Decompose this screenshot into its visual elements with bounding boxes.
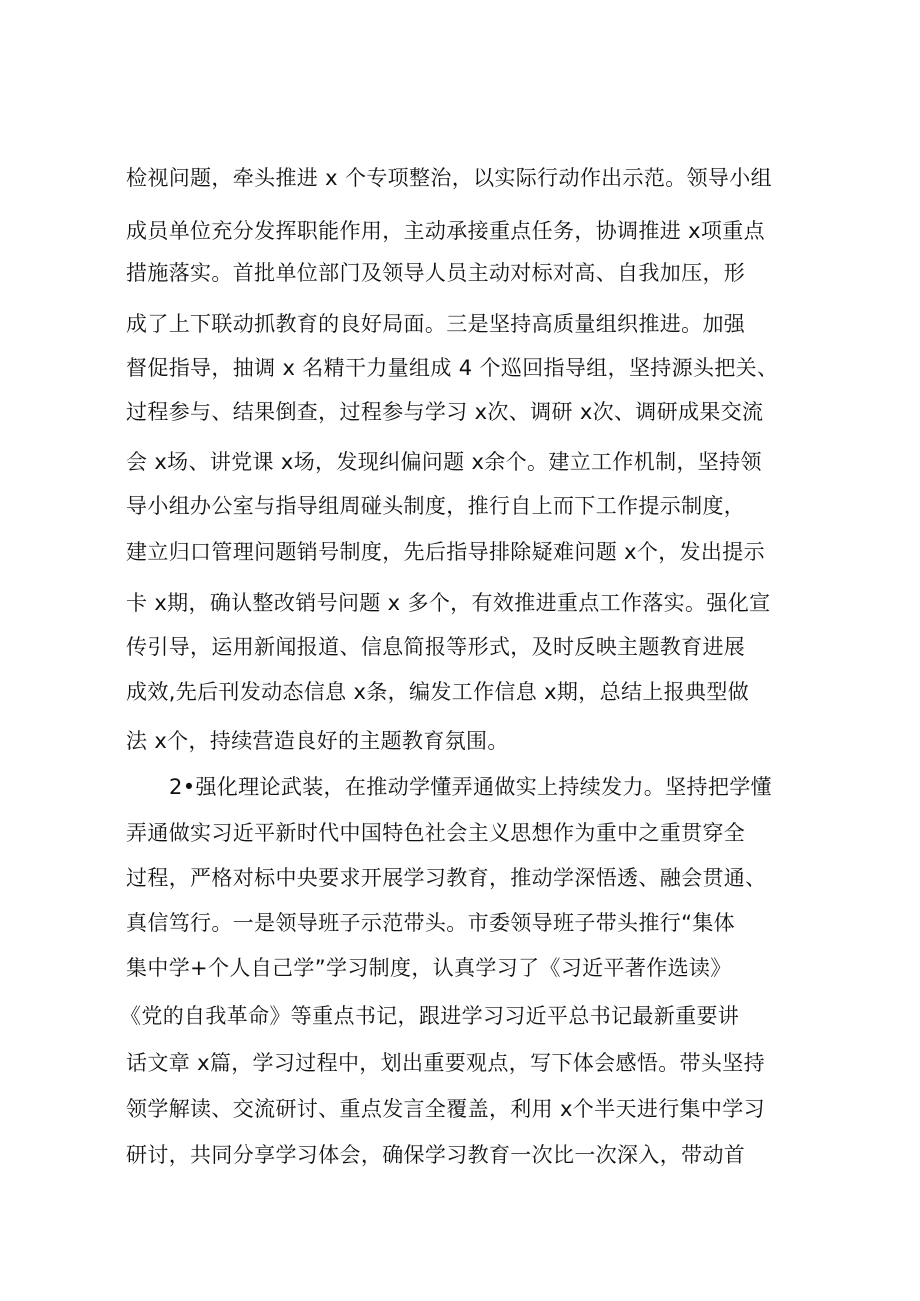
text-line: 导小组办公室与指导组周碰头制度，推行自上而下工作提示制度，: [126, 494, 746, 518]
text-line: 法 x个，持续营造良好的主题教育氛围。: [126, 729, 509, 753]
text-line: 领学解读、交流研讨、重点发言全覆盖，利用 x个半天进行集中学习: [126, 1097, 765, 1121]
text-line: 成员单位充分发挥职能作用，主动承接重点任务，协调推进 x项重点: [126, 219, 765, 243]
text-line: 过程参与、结果倒查，过程参与学习 x次、调研 x次、调研成果交流: [126, 400, 764, 424]
text-line: 《党的自我革命》等重点书记，跟进学习习近平总书记最新重要讲: [120, 1004, 740, 1028]
section-heading-line: 2•强化理论武装，在推动学懂弄通做实上持续发力。坚持把学懂: [169, 775, 772, 799]
text-line: 弄通做实习近平新时代中国特色社会主义思想作为重中之重贯穿全: [126, 821, 746, 845]
text-line: 建立归口管理问题销号制度，先后指导排除疑难问题 x个，发出提示: [126, 540, 765, 564]
text-line: 研讨，共同分享学习体会，确保学习教育一次比一次深入，带动首: [126, 1143, 746, 1167]
text-line: 传引导，运用新闻报道、信息简报等形式，及时反映主题教育进展: [126, 635, 746, 659]
text-line: 卡 x期，确认整改销号问题 x 多个，有效推进重点工作落实。强化宣: [126, 591, 771, 615]
text-line: 督促指导，抽调 x 名精干力量组成 4 个巡回指导组，坚持源头把关、: [126, 356, 779, 380]
text-line: 成效,先后刊发动态信息 x条，编发工作信息 x期，总结上报典型做: [126, 680, 750, 704]
text-line: 真信笃行。一是领导班子示范带头。市委领导班子带头推行“集体: [126, 911, 736, 935]
text-line: 话文章 x篇，学习过程中，划出重要观点，写下体会感悟。带头坚持: [126, 1051, 765, 1075]
text-line: 过程，严格对标中央要求开展学习教育，推动学深悟透、融会贯通、: [126, 866, 767, 890]
text-line: 会 x场、讲党课 x场，发现纠偏问题 x余个。建立工作机制，坚持领: [126, 450, 762, 474]
text-line: 集中学+个人自己学”学习制度，认真学习了《习近平著作选读》: [126, 956, 732, 980]
text-line: 措施落实。首批单位部门及领导人员主动对标对高、自我加压，形: [126, 261, 746, 285]
text-line: 成了上下联动抓教育的良好局面。三是坚持高质量组织推进。加强: [126, 312, 746, 336]
text-line: 检视问题，牵头推进 x 个专项整治，以实际行动作出示范。领导小组: [126, 166, 772, 190]
